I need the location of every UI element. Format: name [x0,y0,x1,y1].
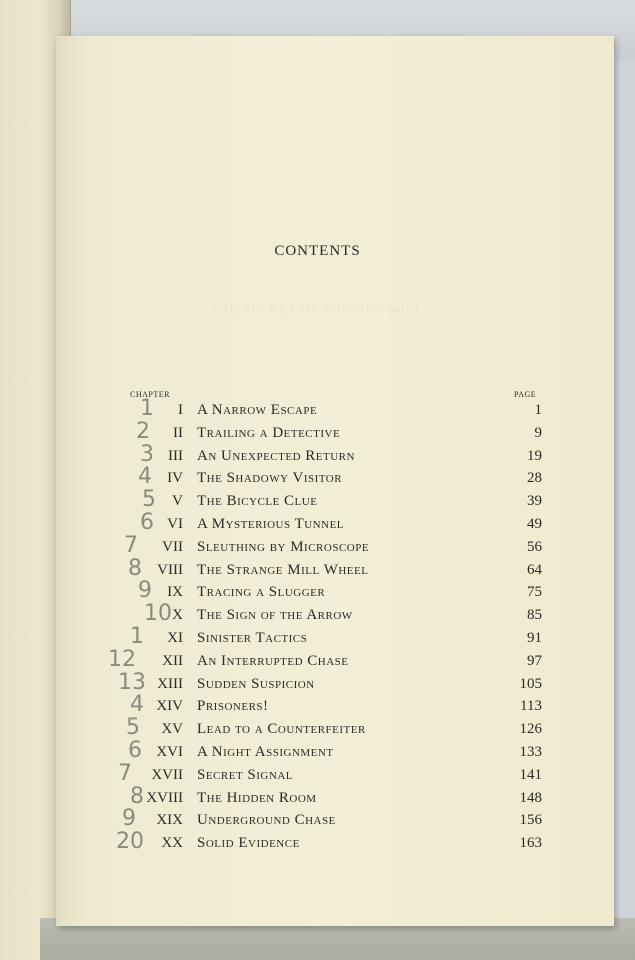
toc-row [0,806,635,834]
toc-row [0,738,635,766]
contents-title: CONTENTS [274,243,361,259]
chapter-title: Tracing a Slugger [197,584,326,601]
toc-row [0,646,635,675]
chapter-number: XII [162,652,183,669]
pencil-mark: 10 [144,601,172,627]
pencil-mark: 4 [130,692,144,718]
toc-row [0,418,635,447]
pencil-mark: 20 [116,829,144,855]
toc-row [0,510,635,538]
toc-row [0,760,635,789]
toc-row [0,829,635,857]
chapter-number: V [172,493,183,510]
toc-row [0,783,635,812]
chapter-number: XVII [151,766,183,783]
page-column-header: PAGE [514,390,537,399]
chapter-page-number: 97 [527,652,542,669]
toc-row [0,464,635,492]
pencil-mark: 7 [124,532,138,558]
chapter-title: Sleuthing by Microscope [197,538,370,555]
pencil-mark: 9 [122,806,136,832]
pencil-mark: 6 [128,738,142,763]
pencil-mark: 13 [118,669,146,695]
pencil-mark: 8 [130,783,144,809]
pencil-mark: 9 [138,578,152,604]
chapter-number: XIII [157,675,183,692]
chapter-page-number: 91 [527,630,542,646]
toc-row [0,715,635,743]
show-through-text: THE SECRET OF THE OLD MILL [211,304,424,316]
chapter-title: Sudden Suspicion [197,675,315,692]
chapter-page-number: 19 [527,447,542,464]
chapter-title: The Bicycle Clue [197,493,318,510]
chapter-title: Sinister Tactics [197,630,308,646]
chapter-page-number: 39 [527,493,542,510]
chapter-title: Prisoners! [197,698,269,715]
chapter-number: X [172,607,183,624]
chapter-page-number: 9 [534,424,542,441]
chapter-number: XIV [156,698,183,715]
chapter-title: The Hidden Room [197,789,317,806]
chapter-page-number: 163 [519,835,542,852]
toc-row [0,692,635,720]
chapter-page-number: 148 [519,789,542,806]
chapter-title: Underground Chase [197,812,336,829]
chapter-title: The Sign of the Arrow [197,607,353,624]
pencil-mark: 4 [138,464,152,490]
toc-row [0,441,635,470]
chapter-page-number: 105 [519,675,542,692]
pencil-mark: 12 [108,646,136,672]
toc-row [0,487,635,515]
pencil-mark: 7 [118,760,132,786]
chapter-title: Trailing a Detective [197,424,341,441]
pencil-mark: 1 [130,624,144,649]
chapter-page-number: 75 [527,584,542,601]
chapter-number: XV [161,721,183,738]
chapter-page-number: 64 [527,561,542,578]
pencil-mark: 3 [140,441,154,467]
chapter-page-number: 113 [520,698,542,715]
chapter-number: VII [162,538,183,555]
chapter-page-number: 85 [527,607,542,624]
chapter-page-number: 56 [527,538,542,555]
toc-row [0,669,635,698]
chapter-title: A Narrow Escape [197,402,318,418]
chapter-page-number: 49 [527,516,542,532]
chapter-page-number: 156 [519,812,542,829]
chapter-page-number: 1 [534,402,542,418]
chapter-title: An Interrupted Chase [197,652,349,669]
toc-row [0,624,635,652]
chapter-title: The Strange Mill Wheel [197,561,369,578]
chapter-page-number: 141 [519,766,542,783]
toc-row [0,601,635,629]
chapter-title: The Shadowy Visitor [197,470,343,487]
pencil-mark: 2 [136,418,150,444]
chapter-number: XX [161,835,183,852]
chapter-number: II [173,424,183,441]
pencil-mark: 8 [128,555,142,581]
chapter-column-header: CHAPTER [130,390,170,399]
chapter-number: XI [167,630,183,646]
pencil-mark: 5 [142,487,156,513]
chapter-number: XVI [156,744,183,760]
chapter-number: VIII [157,561,183,578]
pencil-mark: 1 [140,396,154,421]
chapter-title: Lead to a Counterfeiter [197,721,366,738]
chapter-title: Solid Evidence [197,835,300,852]
chapter-number: XIX [156,812,183,829]
chapter-title: A Night Assignment [197,744,334,760]
chapter-title: An Unexpected Return [197,447,355,464]
chapter-number: XVIII [146,789,183,806]
toc-row [0,578,635,606]
chapter-page-number: 28 [527,470,542,487]
toc-row [0,555,635,584]
chapter-number: IX [167,584,183,601]
toc-row [0,532,635,561]
chapter-page-number: 126 [519,721,542,738]
chapter-number: VI [167,516,183,532]
pencil-mark: 5 [126,715,140,741]
toc-row [0,396,635,424]
chapter-title: A Mysterious Tunnel [197,516,345,532]
chapter-number: IV [167,470,183,487]
chapter-title: Secret Signal [197,766,293,783]
pencil-mark: 6 [140,510,154,535]
chapter-number: III [168,447,183,464]
chapter-number: I [178,402,183,418]
chapter-page-number: 133 [519,744,542,760]
